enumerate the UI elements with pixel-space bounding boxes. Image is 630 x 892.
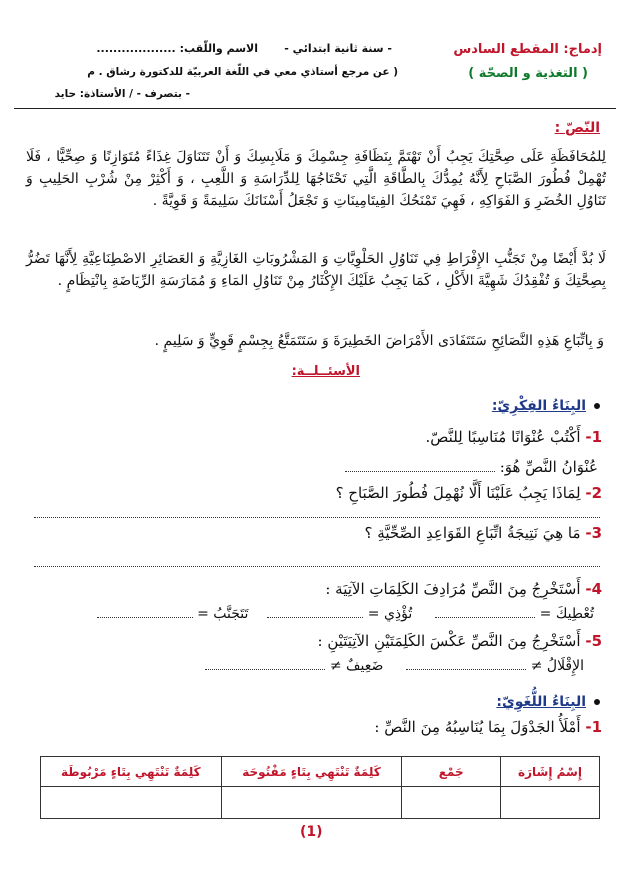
question-3-number: 3- [585,524,602,542]
language-question-1-text: أَمْلَأُ الجَدْوَلَ بِمَا يُنَاسِبُهُ مِنَ النَّصِّ : [374,718,581,736]
question-4-number: 4- [585,580,602,598]
unit-title: إدماج: المقطع السادس [453,42,602,57]
table-header: كَلِمَةٌ تَنْتَهِي بِتَاءٍ مَفْتُوحَة [221,757,402,787]
text-paragraph-3: وَ بِاتِّبَاعِ هَذِهِ النَّصَائِحِ سَتَتَفَادَى الأَمْرَاضَ الخَطِيرَةَ وَ سَتَتَمَتَّعُ بِجِسْمٍ قَوِيٍّ وَ سَلِيمٍ . [154,333,604,349]
question-4-text: أَسْتَخْرِجُ مِنَ النَّصِّ مُرَادِفَ الكَلِمَاتِ الآتِيَة : [325,580,581,598]
table-cell[interactable] [41,787,222,819]
source-reference: ( عن مرجع أستاذي معي في اللّغة العربيّة للدكتورة رشاق . م [87,66,398,78]
question-5-text: أَسْتَخْرِجُ مِنَ النَّصِّ عَكْسَ الكَلِمَتَيْنِ الآتِيَتَيْنِ : [317,632,581,650]
question-3-text: مَا هِيَ نَتِيجَةُ اتِّبَاعِ القَوَاعِدِ الصِّحِّيَّةِ ؟ [364,524,581,542]
antonym-answer-2[interactable] [205,669,325,670]
question-3-answer-line[interactable] [34,566,600,567]
table-header: إِسْمُ إِشَارَة [501,757,600,787]
text-title: النّصّ : [554,120,600,136]
page-number: (1) [300,824,323,840]
antonym-word-2: ضَعِيفٌ ≠ [329,658,384,674]
table-header: جَمْع [402,757,501,787]
synonym-answer-3[interactable] [97,617,193,618]
text-paragraph-1: لِلمُحَافَظَةِ عَلَى صِحَّتِكَ يَجِبُ أَنْ تَهْتَمَّ بِنَظَافَةِ جِسْمِكَ وَ مَلَابِسِكَ وَ أَنْ تَتَنَاوَلَ غِذَاءً مُتَوَازِنًا وَ صِحِّيًّا ، فَلَا تُهْمِلْ فُطُورَ الصَّبَاحِ لِأَنَّهُ يُمِدُّكَ بِالطَّاقَةِ الَّتِي تَحْتَاجُهَا لِلدِّرَاسَةِ وَ اللَّعِبِ ، وَ أَكْثِرْ مِنْ شُرْبِ الحَلِيبِ وَ تَنَاوُلِ الخُضَرِ وَ الفَوَاكِهِ ، فَهِيَ تَمْنَحُكَ الفِيتَامِينَاتِ وَ تَجْعَلُ أَسْنَانَكَ سَلِيمَةً وَ قَوِيَّةً . [26,149,607,209]
question-1 [426,428,602,446]
question-1-answer [345,458,598,476]
ideas-section-label: البِنَاءُ الفِكْرِيّ: [491,398,586,414]
table-cell[interactable] [501,787,600,819]
synonym-answer-1[interactable] [435,617,535,618]
teacher-credit: - بتصرف - / الأستاذة: حايد [54,88,190,100]
language-question-1-number: 1- [585,718,602,736]
question-5 [318,632,603,650]
question-3 [365,524,602,542]
language-section-label: البِنَاءُ اللُّغَوِيّ: [496,694,586,710]
table-header: كَلِمَةٌ تَنْتَهِي بِتَاءٍ مَرْبُوطَة [41,757,222,787]
question-5-number: 5- [585,632,602,650]
bullet-icon [594,403,600,409]
language-section-title [496,694,600,710]
student-name-field[interactable]: الاسم واللّقب: ................... [96,42,258,55]
unit-theme: ( التغذية و الصحّة ) [468,66,588,81]
antonym-answer-1[interactable] [406,669,526,670]
table-row [41,787,600,819]
question-2 [336,484,602,502]
table-cell[interactable] [221,787,402,819]
bullet-icon [594,699,600,705]
question-1-text: أَكْتُبْ عُنْوَانًا مُنَاسِبًا لِلنَّصّ. [425,428,581,446]
question-2-answer-line[interactable] [34,517,600,518]
synonym-answer-2[interactable] [267,617,363,618]
synonym-word-3: تَتَجَنَّبُ = [197,606,249,622]
synonym-word-2: تُؤْذِي = [367,606,413,622]
ideas-section-title [492,398,600,414]
title-answer-label: عُنْوَانُ النَّصِّ هُوَ: [499,458,598,476]
language-question-1 [374,718,602,736]
question-2-number: 2- [585,484,602,502]
header-divider [14,108,616,109]
answer-table [40,756,600,819]
synonym-word-1: تُعْطِيكَ = [539,606,594,622]
antonym-word-1: الإِقْلَالُ ≠ [530,658,584,674]
text-paragraph-2: لَا بُدَّ أَيْضًا مِنْ تَجَنُّبِ الإِفْرَاطِ فِي تَنَاوُلِ الحَلْوِيَّاتِ وَ المَشْرُوبَاتِ الغَازِيَّةِ وَ العَصَائِرِ الاصْطِنَاعِيَّةِ لِأَنَّهَا تَضُرُّ بِصِحَّتِكَ وَ تُفْقِدُكَ شَهِيَّةَ الأَكْلِ ، كَمَا يَجِبُ عَلَيْكَ الإِكْثَارُ مِنْ تَنَاوُلِ المَاءِ وَ مُمَارَسَةِ الرِّيَاضَةِ بِانْتِظَامٍ . [26,251,606,289]
grade-label: - سنة ثانية ابتدائي - [284,42,392,55]
title-answer-input[interactable] [345,471,495,472]
question-1-number: 1- [585,428,602,446]
table-cell[interactable] [402,787,501,819]
synonym-row [97,606,594,622]
antonym-row [205,658,584,674]
table-header-row [41,757,600,787]
questions-title: الأسئــلــة: [291,364,360,379]
question-4 [325,580,602,598]
question-2-text: لِمَاذَا يَجِبُ عَلَيْنَا أَلَّا نُهْمِلَ فُطُورَ الصَّبَاحِ ؟ [335,484,581,502]
